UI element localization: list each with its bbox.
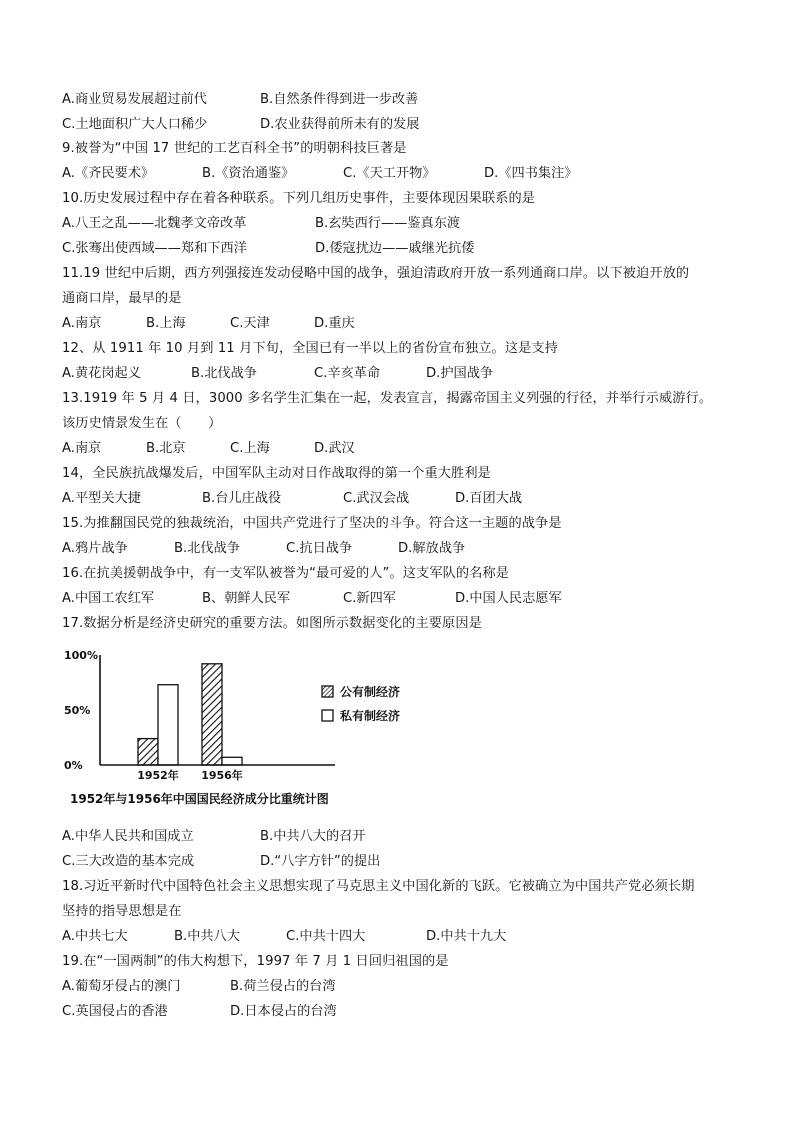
q13-option-b: B.北京	[146, 441, 186, 456]
q14-option-b: B.台儿庄战役	[202, 491, 282, 506]
x-category-label: 1956年	[201, 769, 243, 782]
q12-stem: 12、从 1911 年 10 月到 11 月下旬，全国已有一半以上的省份宣布独立。这是支持	[62, 341, 558, 356]
q18-option-d: D.中共十九大	[426, 929, 507, 944]
q19-option-b: B.荷兰侵占的台湾	[230, 979, 336, 994]
q13-stem-line2: 该历史情景发生在（ ）	[62, 416, 222, 431]
y-tick-label: 0%	[64, 759, 83, 772]
q19-option-c: C.英国侵占的香港	[62, 1004, 168, 1019]
q17-option-a: A.中华人民共和国成立	[62, 829, 194, 844]
q9-option-c: C.《天工开物》	[343, 166, 436, 181]
q10-option-a: A.八王之乱——北魏孝文帝改革	[62, 216, 247, 231]
legend-label: 私有制经济	[340, 709, 401, 723]
q15-stem: 15.为推翻国民党的独裁统治，中国共产党进行了坚决的斗争。符合这一主题的战争是	[62, 516, 562, 531]
q9-option-b: B.《资治通鉴》	[202, 166, 295, 181]
q9-option-a: A.《齐民要术》	[62, 166, 155, 181]
q17-option-d: D.“八字方针”的提出	[260, 854, 381, 869]
q11-option-d: D.重庆	[314, 316, 355, 331]
bar-public-2	[202, 664, 222, 765]
q17-option-b: B.中共八大的召开	[260, 829, 366, 844]
q18-stem-line1: 18.习近平新时代中国特色社会主义思想实现了马克思主义中国化新的飞跃。它被确立为中国共产党必须长期	[62, 879, 695, 894]
q11-stem-line1: 11.19 世纪中后期，西方列强接连发动侵略中国的战争，强迫清政府开放一系列通商口岸。以下被迫开放的	[62, 266, 690, 281]
q16-option-d: D.中国人民志愿军	[455, 591, 562, 606]
q14-option-c: C.武汉会战	[343, 491, 410, 506]
legend-swatch	[322, 710, 333, 721]
legend-swatch	[322, 686, 333, 697]
bar-public-1	[138, 739, 158, 765]
economy-share-chart	[60, 642, 440, 817]
q18-option-b: B.中共八大	[174, 929, 240, 944]
chart-title: 1952年与1956年中国国民经济成分比重统计图	[70, 792, 329, 806]
q12-option-c: C.辛亥革命	[314, 366, 381, 381]
q16-option-c: C.新四军	[343, 591, 396, 606]
q16-stem: 16.在抗美援朝战争中，有一支军队被誉为“最可爱的人”。这支军队的名称是	[62, 566, 510, 581]
q10-option-c: C.张骞出使西域——郑和下西洋	[62, 241, 247, 256]
q19-option-a: A.葡萄牙侵占的澳门	[62, 979, 181, 994]
q9-stem: 9.被誉为“中国 17 世纪的工艺百科全书”的明朝科技巨著是	[62, 141, 407, 156]
q19-stem: 19.在“一国两制”的伟大构想下，1997 年 7 月 1 日回归祖国的是	[62, 954, 449, 969]
chart-bg	[60, 642, 440, 817]
bar-private-1	[158, 685, 178, 765]
q13-stem-line1: 13.1919 年 5 月 4 日，3000 多名学生汇集在一起，发表宣言，揭露帝国主义列强的行径，并举行示威游行。	[62, 391, 713, 406]
q12-option-b: B.北伐战争	[191, 366, 257, 381]
q14-stem: 14，全民族抗战爆发后，中国军队主动对日作战取得的第一个重大胜利是	[62, 466, 491, 481]
q11-option-b: B.上海	[146, 316, 186, 331]
q13-option-c: C.上海	[230, 441, 270, 456]
x-category-label: 1952年	[137, 769, 179, 782]
q8-option-a: A.商业贸易发展超过前代	[62, 92, 207, 107]
q16-option-b: B、朝鲜人民军	[202, 591, 291, 606]
q9-option-d: D.《四书集注》	[484, 166, 578, 181]
q14-option-a: A.平型关大捷	[62, 491, 141, 506]
q15-option-c: C.抗日战争	[286, 541, 353, 556]
q15-option-a: A.鸦片战争	[62, 541, 128, 556]
q8-option-d: D.农业获得前所未有的发展	[260, 117, 420, 132]
q15-option-d: D.解放战争	[398, 541, 466, 556]
q8-option-b: B.自然条件得到进一步改善	[260, 92, 419, 107]
q15-option-b: B.北伐战争	[174, 541, 240, 556]
q10-stem: 10.历史发展过程中存在着各种联系。下列几组历史事件，主要体现因果联系的是	[62, 191, 536, 206]
q13-option-a: A.南京	[62, 441, 102, 456]
q16-option-a: A.中国工农红军	[62, 591, 155, 606]
q8-option-c: C.土地面积广大人口稀少	[62, 117, 208, 132]
q17-option-c: C.三大改造的基本完成	[62, 854, 195, 869]
q11-option-a: A.南京	[62, 316, 102, 331]
q18-option-a: A.中共七大	[62, 929, 128, 944]
q10-option-b: B.玄奘西行——鉴真东渡	[315, 216, 461, 231]
q14-option-d: D.百团大战	[455, 491, 523, 506]
bar-private-2	[222, 757, 242, 765]
q10-option-d: D.倭寇扰边——戚继光抗倭	[315, 241, 475, 256]
q17-stem: 17.数据分析是经济史研究的重要方法。如图所示数据变化的主要原因是	[62, 616, 482, 631]
y-tick-label: 100%	[64, 649, 98, 662]
q18-stem-line2: 坚持的指导思想是在	[62, 904, 182, 919]
q11-option-c: C.天津	[230, 316, 270, 331]
q12-option-d: D.护国战争	[426, 366, 494, 381]
q12-option-a: A.黄花岗起义	[62, 366, 141, 381]
q18-option-c: C.中共十四大	[286, 929, 366, 944]
q19-option-d: D.日本侵占的台湾	[230, 1004, 337, 1019]
q11-stem-line2: 通商口岸，最早的是	[62, 291, 182, 306]
y-tick-label: 50%	[64, 704, 91, 717]
legend-label: 公有制经济	[340, 685, 401, 699]
q13-option-d: D.武汉	[314, 441, 355, 456]
